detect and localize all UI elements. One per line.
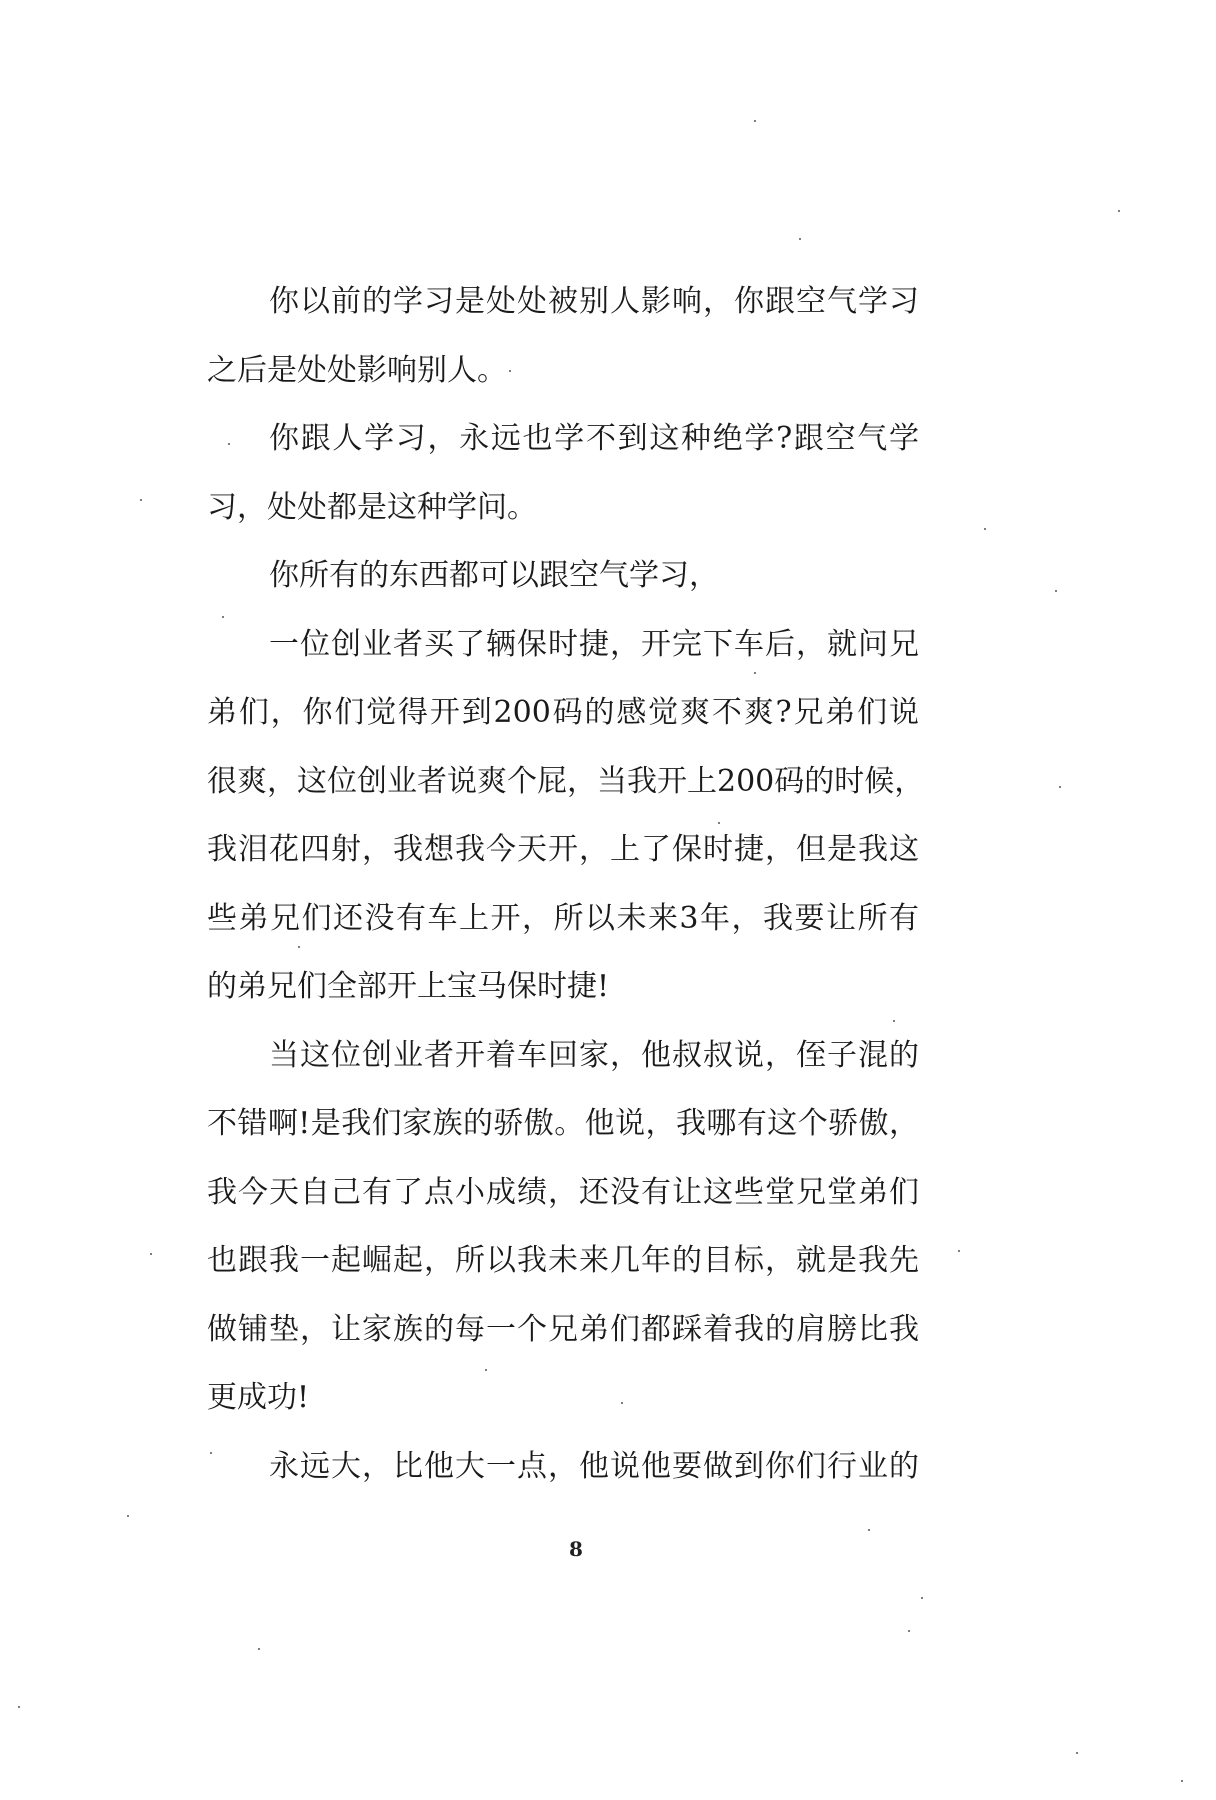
- scan-speck: [1059, 786, 1061, 788]
- text-line: 你跟人学习，永远也学不到这种绝学?跟空气学: [269, 421, 919, 456]
- scan-speck: [1181, 1780, 1183, 1782]
- body-text: [207, 268, 925, 1501]
- scan-speck: [621, 1402, 623, 1404]
- scan-speck: [754, 672, 756, 674]
- scan-speck: [140, 499, 142, 501]
- scan-speck: [799, 238, 801, 240]
- scan-speck: [908, 1630, 910, 1632]
- scan-speck: [228, 443, 230, 445]
- text-line: 弟们，你们觉得开到200码的感觉爽不爽?兄弟们说: [207, 695, 919, 730]
- scan-speck: [485, 1369, 487, 1371]
- text-line: 习，处处都是这种学问。: [207, 489, 537, 525]
- scan-speck: [258, 1648, 260, 1650]
- text-line: 当这位创业者开着车回家，他叔叔说，侄子混的: [269, 1037, 919, 1073]
- scan-speck: [210, 1452, 212, 1454]
- page-number: 8: [569, 1537, 583, 1561]
- scan-speck: [1055, 590, 1057, 592]
- scan-speck: [754, 120, 756, 122]
- scan-speck: [127, 1515, 129, 1517]
- text-line: 很爽，这位创业者说爽个屁，当我开上200码的时候，: [207, 763, 925, 799]
- scan-speck: [222, 616, 224, 618]
- scan-speck: [984, 528, 986, 530]
- text-line: 之后是处处影响别人。: [207, 352, 507, 388]
- scan-speck: [509, 370, 511, 372]
- text-line: 的弟兄们全部开上宝马保时捷!: [207, 969, 610, 1004]
- scan-speck: [150, 1253, 152, 1255]
- scan-speck: [958, 1250, 960, 1252]
- scan-speck: [1118, 210, 1120, 212]
- text-line: 更成功!: [207, 1380, 310, 1415]
- text-line: 做铺垫，让家族的每一个兄弟们都踩着我的肩膀比我: [207, 1311, 919, 1347]
- scan-speck: [893, 1020, 895, 1022]
- text-line: 些弟兄们还没有车上开，所以未来3年，我要让所有: [207, 900, 919, 936]
- scan-speck: [298, 946, 300, 948]
- text-line: 也跟我一起崛起，所以我未来几年的目标，就是我先: [207, 1243, 919, 1278]
- scan-speck: [921, 1597, 923, 1599]
- text-line: 你所有的东西都可以跟空气学习，: [269, 558, 719, 593]
- scan-speck: [868, 1529, 870, 1531]
- scan-speck: [18, 1706, 20, 1708]
- text-line: 永远大，比他大一点，他说他要做到你们行业的: [269, 1448, 919, 1484]
- text-line: 我今天自己有了点小成绩，还没有让这些堂兄堂弟们: [207, 1174, 919, 1210]
- text-line: 我泪花四射，我想我今天开，上了保时捷，但是我这: [207, 832, 919, 867]
- scan-speck: [1076, 1752, 1078, 1754]
- text-line: 一位创业者买了辆保时捷，开完下车后，就问兄: [269, 626, 919, 662]
- scan-speck: [718, 822, 720, 824]
- text-line: 你以前的学习是处处被别人影响，你跟空气学习: [269, 284, 919, 319]
- text-line: 不错啊!是我们家族的骄傲。他说，我哪有这个骄傲，: [207, 1106, 919, 1141]
